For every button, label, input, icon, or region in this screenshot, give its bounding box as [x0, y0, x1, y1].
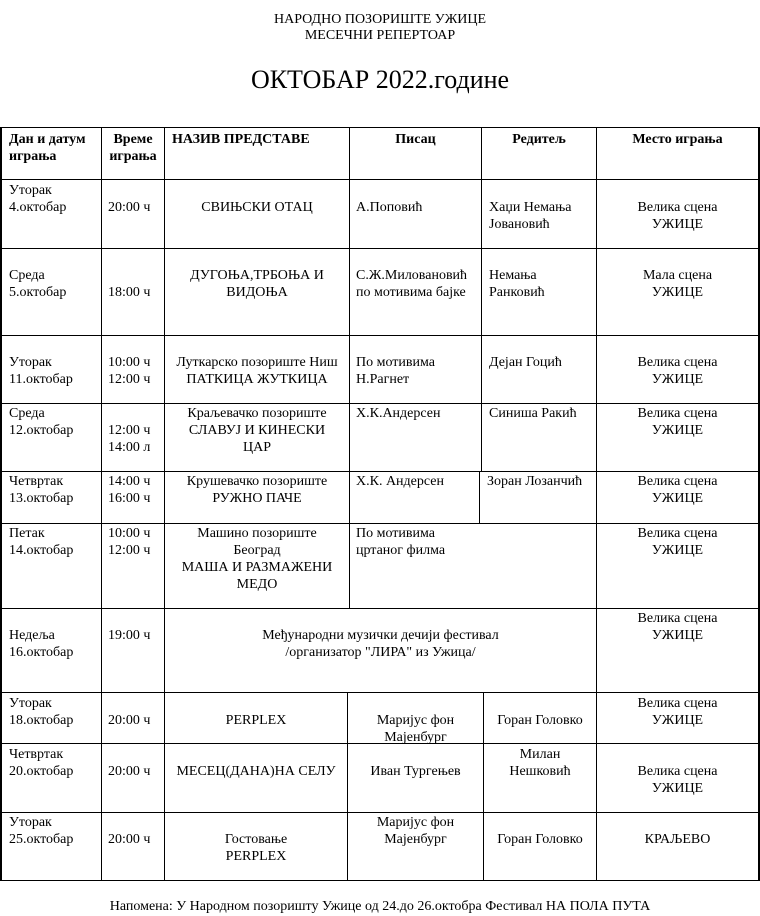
row-author: цртаног филма [356, 543, 446, 558]
row-title: МЕСЕЦ(ДАНА)НА СЕЛУ [176, 764, 336, 779]
row-date: 12.октобар [9, 423, 74, 438]
row-title: PERPLEX [225, 849, 287, 864]
row-author: Маријус фон [376, 815, 455, 830]
row-title: ВИДОЊА [226, 285, 288, 300]
header-title: НАЗИВ ПРЕДСТАВЕ [172, 132, 310, 147]
row-time: 14:00 л [108, 440, 151, 455]
header-time: играња [109, 149, 157, 164]
row-author: По мотивима [356, 355, 435, 370]
row-director: Милан [519, 747, 561, 762]
footer-note: Напомена: У Народном позоришту Ужице од 24.до 26.октобра Фестивал НА ПОЛА ПУТА [109, 899, 651, 914]
row-director: Јовановић [489, 217, 550, 232]
row-author: С.Ж.Миловановић [356, 268, 468, 283]
row-day: Недеља [9, 628, 55, 643]
row-date: 25.октобар [9, 832, 74, 847]
month-title: ОКТОБАР 2022.године [250, 65, 510, 94]
row-title: РУЖНО ПАЧЕ [212, 491, 302, 506]
row-date: 14.октобар [9, 543, 74, 558]
row-venue: Велика сцена [637, 406, 718, 421]
row-date: 18.октобар [9, 713, 74, 728]
row-time: 14:00 ч [108, 474, 151, 489]
row-title: СЛАВУЈ И КИНЕСКИ [188, 423, 326, 438]
row-director: Зоран Лозанчић [487, 474, 583, 489]
row-date: 11.октобар [9, 372, 73, 387]
festival-title: Међународни музички дечији фестивал [262, 628, 499, 643]
row-title: МЕДО [236, 577, 278, 592]
row-venue: УЖИЦЕ [651, 423, 704, 438]
row-time: 12:00 ч [108, 372, 151, 387]
header-day: Дан и датум [9, 132, 86, 147]
row-day: Петак [9, 526, 45, 541]
row-date: 5.октобар [9, 285, 67, 300]
row-director: Немања [489, 268, 537, 283]
row-day: Уторак [9, 183, 52, 198]
row-time: 20:00 ч [108, 713, 151, 728]
row-title: PERPLEX [225, 713, 287, 728]
row-day: Уторак [9, 696, 52, 711]
row-director: Ранковић [489, 285, 545, 300]
row-title: ЦАР [242, 440, 271, 455]
row-author: по мотивима бајке [356, 285, 466, 300]
row-director: Горан Головко [497, 713, 583, 728]
row-venue: Велика сцена [637, 526, 718, 541]
row-title: Београд [233, 543, 281, 558]
header-venue: Место играња [632, 132, 723, 147]
row-day: Уторак [9, 355, 52, 370]
row-venue: УЖИЦЕ [651, 713, 704, 728]
row-director: Дејан Гоцић [489, 355, 562, 370]
row-author: Н.Рагнет [356, 372, 410, 387]
header-time: Време [113, 132, 153, 147]
row-title: Луткарско позориште Ниш [176, 355, 338, 370]
row-director: Хаџи Немања [489, 200, 572, 215]
row-author: Мајенбург [384, 832, 447, 847]
row-author: Иван Тургењев [370, 764, 461, 779]
row-time: 18:00 ч [108, 285, 151, 300]
row-title: ПАТКИЦА ЖУТКИЦА [186, 372, 328, 387]
row-venue: Велика сцена [637, 474, 718, 489]
row-venue: Велика сцена [637, 611, 718, 626]
row-time: 10:00 ч [108, 526, 151, 541]
row-author: По мотивима [356, 526, 435, 541]
document-subtitle: МЕСЕЧНИ РЕПЕРТОАР [304, 28, 456, 43]
row-day: Среда [9, 268, 45, 283]
row-title: Краљевачко позориште [187, 406, 327, 421]
row-title: СВИЊСКИ ОТАЦ [201, 200, 313, 215]
row-title: Гостовање [224, 832, 288, 847]
row-venue: УЖИЦЕ [651, 491, 704, 506]
row-day: Уторак [9, 815, 52, 830]
row-director: Горан Головко [497, 832, 583, 847]
row-author: Х.К.Андерсен [356, 406, 441, 421]
row-date: 4.октобар [9, 200, 67, 215]
row-director: Нешковић [509, 764, 571, 779]
row-date: 20.октобар [9, 764, 74, 779]
row-venue: Велика сцена [637, 764, 718, 779]
header-day: играња [9, 149, 57, 164]
row-day: Среда [9, 406, 45, 421]
row-time: 12:00 ч [108, 423, 151, 438]
row-time: 12:00 ч [108, 543, 151, 558]
row-venue: УЖИЦЕ [651, 372, 704, 387]
row-venue: КРАЉЕВО [644, 832, 711, 847]
row-venue: Велика сцена [637, 355, 718, 370]
row-director: Синиша Ракић [489, 406, 577, 421]
row-time: 20:00 ч [108, 764, 151, 779]
row-time: 20:00 ч [108, 200, 151, 215]
theatre-name: НАРОДНО ПОЗОРИШТЕ УЖИЦЕ [273, 12, 487, 27]
row-date: 16.октобар [9, 645, 74, 660]
row-time: 10:00 ч [108, 355, 151, 370]
row-venue: УЖИЦЕ [651, 781, 704, 796]
row-author: Х.К. Андерсен [356, 474, 444, 489]
row-title: Машино позориште [197, 526, 317, 541]
row-venue: УЖИЦЕ [651, 543, 704, 558]
row-venue: УЖИЦЕ [651, 628, 704, 643]
row-title: МАША И РАЗМАЖЕНИ [181, 560, 333, 575]
row-author: Мајенбург [384, 730, 447, 745]
row-author: А.Поповић [356, 200, 423, 215]
row-title: ДУГОЊА,ТРБОЊА И [190, 268, 324, 283]
row-time: 19:00 ч [108, 628, 151, 643]
row-venue: Мала сцена [642, 268, 713, 283]
row-time: 20:00 ч [108, 832, 151, 847]
row-day: Четвртак [9, 747, 64, 762]
row-venue: Велика сцена [637, 200, 718, 215]
row-venue: Велика сцена [637, 696, 718, 711]
row-venue: УЖИЦЕ [651, 285, 704, 300]
row-venue: УЖИЦЕ [651, 217, 704, 232]
row-day: Четвртак [9, 474, 64, 489]
header-author: Писац [395, 132, 436, 147]
row-author: Маријус фон [376, 713, 455, 728]
row-time: 16:00 ч [108, 491, 151, 506]
festival-organizer: /организатор "ЛИРА" из Ужица/ [285, 645, 476, 660]
row-title: Крушевачко позориште [186, 474, 328, 489]
row-date: 13.октобар [9, 491, 74, 506]
header-director: Редитељ [512, 132, 566, 147]
